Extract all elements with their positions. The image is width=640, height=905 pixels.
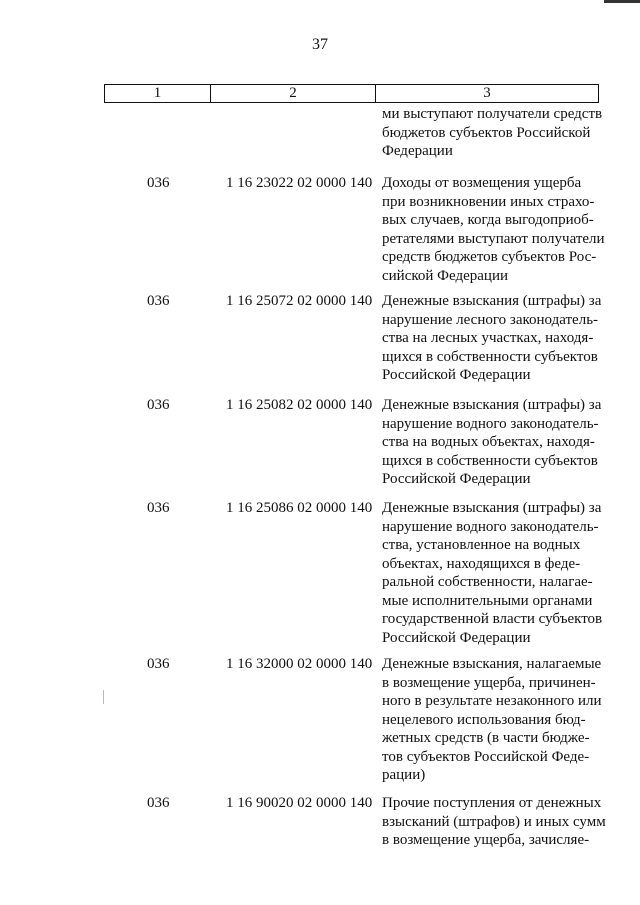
admin-code: 036: [147, 656, 170, 672]
description-line: Российской Федерации: [382, 629, 531, 646]
description-line: Российской Федерации: [382, 367, 531, 383]
description-line: средств бюджетов субъектов Рос-: [382, 249, 597, 265]
description-line: ства на водных объектах, находя-: [382, 434, 595, 450]
description-line: нарушение лесного законодатель-: [382, 311, 599, 328]
description-line: Федерации: [382, 143, 453, 159]
description-line: вых случаев, когда выгодоприоб-: [382, 212, 594, 228]
admin-code: 036: [147, 500, 170, 516]
description-line: Доходы от возмещения ущерба: [382, 175, 582, 191]
description-line: ми выступают получатели средств: [382, 106, 603, 122]
income-description: [382, 292, 604, 385]
admin-code: 036: [147, 293, 170, 309]
budget-classification-code: 1 16 25082 02 0000 140: [226, 397, 373, 413]
budget-classification-code: 1 16 23022 02 0000 140: [226, 175, 373, 191]
description-line: при возникновении иных страхо-: [382, 193, 595, 210]
column-header-2: 2: [211, 85, 376, 102]
description-line: Денежные взыскания (штрафы) за: [382, 397, 602, 413]
description-line: нецелевого использования бюд-: [382, 711, 586, 728]
description-line: ного в результате незаконного или: [382, 693, 602, 709]
description-line: сийской Федерации: [382, 267, 509, 284]
scan-edge-mark: [604, 0, 640, 3]
description-line: тов субъектов Российской Феде-: [382, 748, 590, 765]
description-line: Российской Федерации: [382, 471, 531, 487]
description-line: нарушение водного законодатель-: [382, 518, 599, 535]
description-line: в возмещение ущерба, причинен-: [382, 674, 596, 691]
income-description: [382, 396, 604, 489]
description-line: государственной власти субъектов: [382, 611, 603, 627]
page-number: 37: [312, 36, 328, 53]
description-line: ства на лесных участках, находя-: [382, 330, 594, 346]
description-line: ретателями выступают получатели: [382, 230, 605, 247]
description-line: нарушение водного законодатель-: [382, 415, 599, 432]
description-line: Прочие поступления от денежных: [382, 795, 602, 811]
continued-description: [382, 105, 602, 161]
description-line: взысканий (штрафов) и иных сумм: [382, 813, 606, 830]
budget-classification-code: 1 16 90020 02 0000 140: [226, 795, 373, 811]
budget-classification-code: 1 16 32000 02 0000 140: [226, 656, 373, 672]
income-description: [382, 174, 604, 285]
description-line: мые исполнительными органами: [382, 592, 593, 609]
admin-code: 036: [147, 397, 170, 413]
description-line: Денежные взыскания (штрафы) за: [382, 293, 602, 309]
description-line: щихся в собственности субъектов: [382, 348, 598, 365]
description-line: объектах, находящихся в феде-: [382, 555, 581, 572]
description-line: щихся в собственности субъектов: [382, 452, 598, 469]
income-description: [382, 794, 604, 850]
description-line: Денежные взыскания, налагаемые: [382, 656, 602, 672]
description-line: Денежные взыскания (штрафы) за: [382, 500, 602, 516]
column-header-3: 3: [483, 85, 491, 101]
description-line: в возмещение ущерба, зачисляе-: [382, 832, 590, 848]
description-line: ства, установленное на водных: [382, 537, 581, 553]
scan-margin-mark: [103, 690, 104, 704]
column-header-1: 1: [105, 85, 211, 102]
admin-code: 036: [147, 175, 170, 191]
description-line: ральной собственности, налагае-: [382, 574, 593, 590]
description-line: жетных средств (в части бюдже-: [382, 730, 590, 746]
column-header-row: [104, 84, 599, 103]
admin-code: 036: [147, 795, 170, 811]
income-description: [382, 499, 604, 647]
budget-classification-code: 1 16 25072 02 0000 140: [226, 293, 373, 309]
income-description: [382, 655, 604, 785]
description-line: бюджетов субъектов Российской: [382, 124, 591, 141]
description-line: рации): [382, 767, 426, 783]
budget-classification-code: 1 16 25086 02 0000 140: [226, 500, 373, 516]
